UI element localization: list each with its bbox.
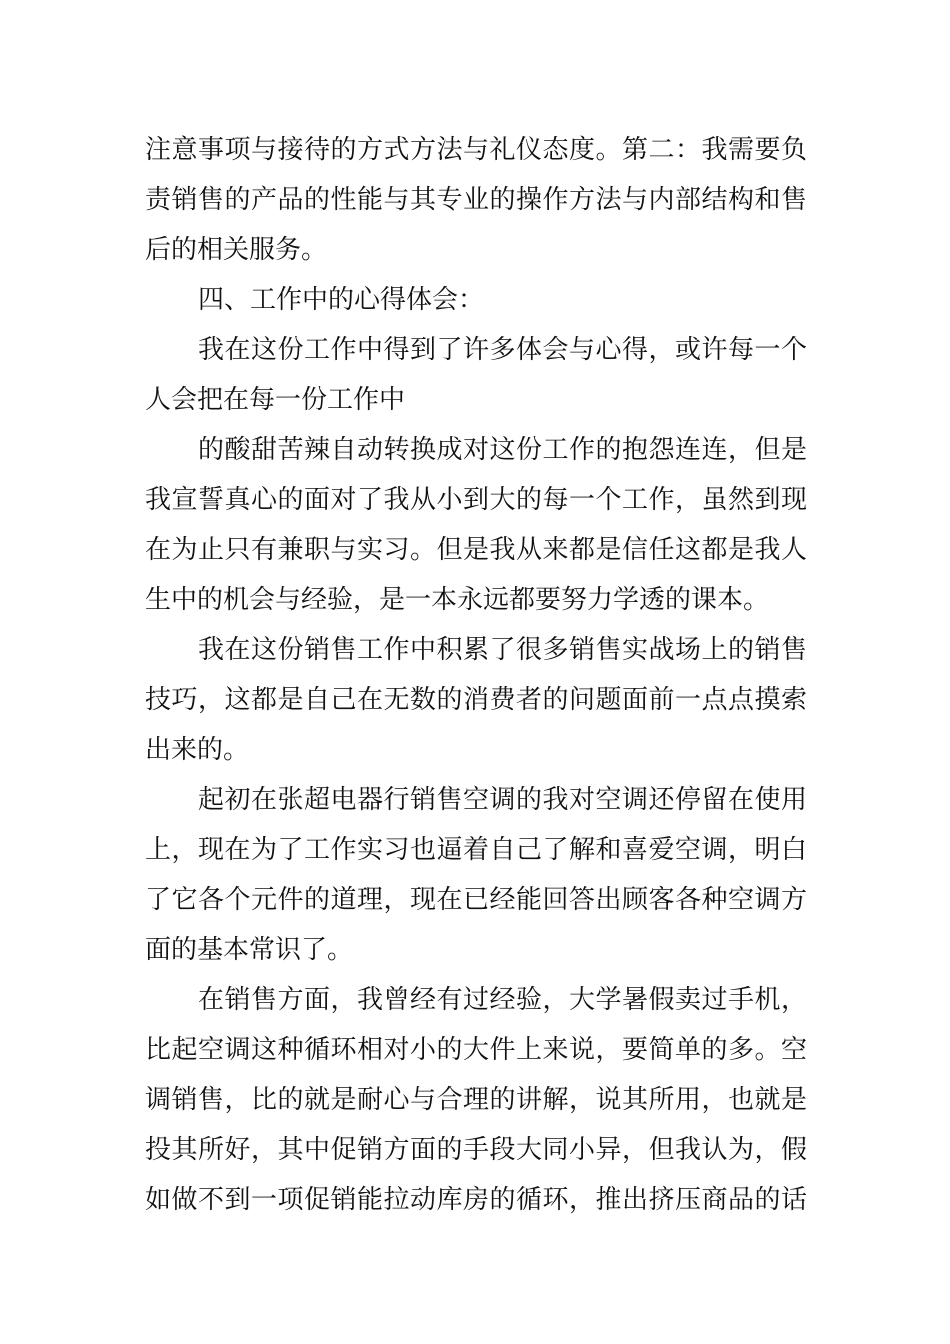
text-line: 调销售，比的就是耐心与合理的讲解，说其所用，也就是 [145, 1085, 807, 1115]
text-line: 面的基本常识了。 [145, 935, 354, 965]
text-line: 起初在张超电器行销售空调的我对空调还停留在使用 [198, 785, 807, 815]
text-line: 后的相关服务。 [145, 235, 328, 265]
text-line: 投其所好，其中促销方面的手段大同小异，但我认为，假 [145, 1135, 807, 1165]
section-heading: 四、工作中的心得体会： [198, 285, 485, 315]
text-line: 在为止只有兼职与实习。但是我从来都是信任这都是我人 [145, 535, 807, 565]
text-line: 生中的机会与经验，是一本永远都要努力学透的课本。 [145, 585, 770, 615]
text-line: 注意事项与接待的方式方法与礼仪态度。第二：我需要负 [145, 135, 807, 165]
text-line: 责销售的产品的性能与其专业的操作方法与内部结构和售 [145, 185, 807, 215]
text-line: 如做不到一项促销能拉动库房的循环，推出挤压商品的话 [145, 1185, 807, 1215]
text-line: 我在这份销售工作中积累了很多销售实战场上的销售 [198, 635, 807, 665]
text-line: 比起空调这种循环相对小的大件上来说，要简单的多。空 [145, 1035, 807, 1065]
document-body [145, 125, 807, 1225]
text-line: 人会把在每一份工作中 [145, 385, 406, 415]
text-line: 了它各个元件的道理，现在已经能回答出顾客各种空调方 [145, 885, 807, 915]
text-line: 上，现在为了工作实习也逼着自己了解和喜爱空调，明白 [145, 835, 807, 865]
text-line: 我在这份工作中得到了许多体会与心得，或许每一个 [198, 335, 807, 365]
text-line: 的酸甜苦辣自动转换成对这份工作的抱怨连连，但是 [198, 435, 807, 465]
text-line: 我宣誓真心的面对了我从小到大的每一个工作，虽然到现 [145, 485, 807, 515]
text-line: 技巧，这都是自己在无数的消费者的问题面前一点点摸索 [145, 685, 807, 715]
text-line: 出来的。 [145, 735, 250, 765]
text-line: 在销售方面，我曾经有过经验，大学暑假卖过手机， [198, 985, 807, 1015]
